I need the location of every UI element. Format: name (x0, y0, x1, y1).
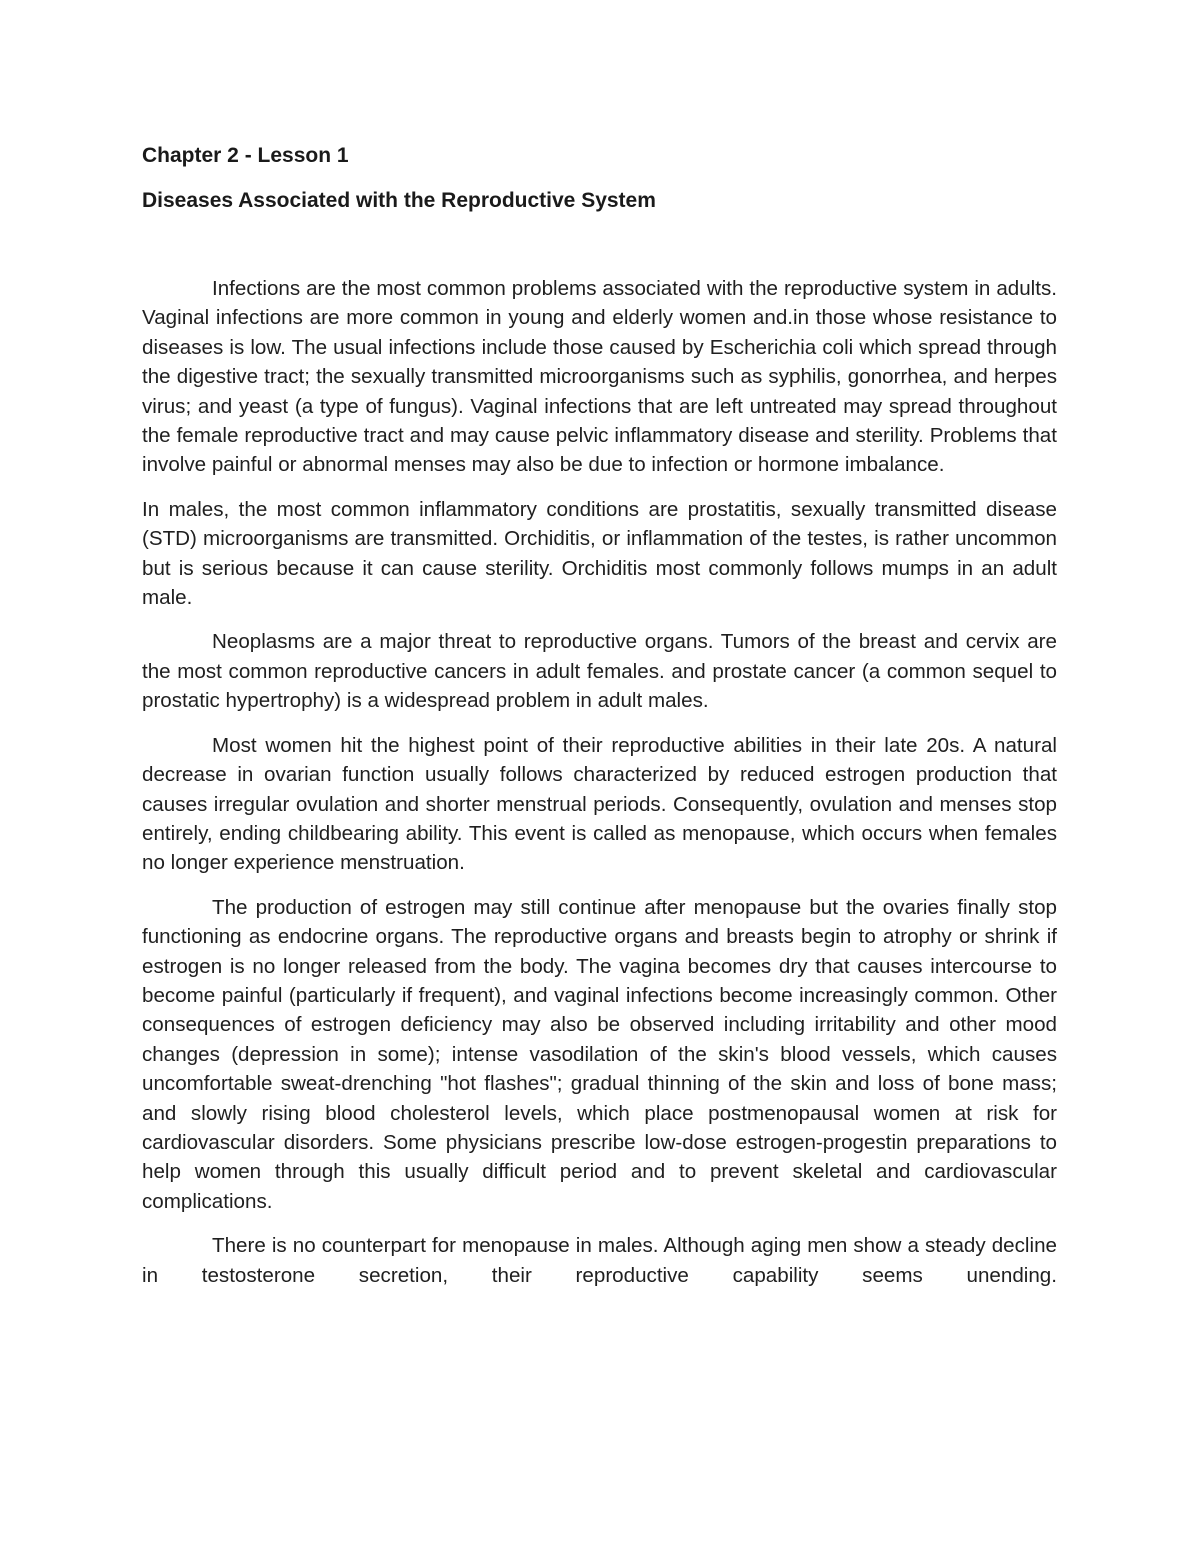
paragraph-neoplasms: Neoplasms are a major threat to reproductive organs. Tumors of the breast and cervix are the most common reproductive cancers in adult females. and prostate cancer (a common sequel to prostatic hypertrophy) is a widespread problem in adult males. (142, 630, 1057, 713)
paragraph-menopause: Most women hit the highest point of their reproductive abilities in their late 20s. A natural decrease in ovarian function usually follows characterized by reduced estrogen production that causes irregular ovulation and shorter menstrual periods. Consequently, ovulation and menses stop entirely, ending childbearing ability. This event is called as menopause, which occurs when females no longer experience menstruation. (142, 733, 1057, 875)
document-body (142, 141, 1057, 1305)
lesson-title: Diseases Associated with the Reproductive System (142, 189, 656, 212)
paragraph-male-counterpart: There is no counterpart for menopause in males. Although aging men show a steady decline in testosterone secretion, their reproductive capability seems unending. (142, 1234, 1057, 1287)
paragraph-males: In males, the most common inflammatory conditions are prostatitis, sexually transmitted disease (STD) microorganisms are transmitted. Orchiditis, or inflammation of the testes, is rather uncommon but is serious because it can cause sterility. Orchiditis most commonly follows mumps in an adult male. (142, 497, 1057, 610)
paragraph-estrogen: The production of estrogen may still continue after menopause but the ovaries finally stop functioning as endocrine organs. The reproductive organs and breasts begin to atrophy or shrink if estrogen is no longer released from the body. The vagina becomes dry that causes intercourse to become painful (particularly if frequent), and vaginal infections become increasingly common. Other consequences of estrogen deficiency may also be observed including irritability and other mood changes (depression in some); intense vasodilation of the skin's blood vessels, which causes uncomfortable sweat-drenching "hot flashes"; gradual thinning of the skin and loss of bone mass; and slowly rising blood cholesterol levels, which place postmenopausal women at risk for cardiovascular disorders. Some physicians prescribe low-dose estrogen-progestin preparations to help women through this usually difficult period and to prevent skeletal and cardiovascular complications. (142, 895, 1057, 1213)
chapter-heading: Chapter 2 - Lesson 1 (142, 144, 349, 167)
paragraph-infections: Infections are the most common problems associated with the reproductive system in adults. Vaginal infections are more common in young and elderly women and.in those whose resistance to diseases is low. The usual infections include those caused by Escherichia coli which spread through the digestive tract; the sexually transmitted microorganisms such as syphilis, gonorrhea, and herpes virus; and yeast (a type of fungus). Vaginal infections that are left untreated may spread throughout the female reproductive tract and may cause pelvic inflammatory disease and sterility. Problems that involve painful or abnormal menses may also be due to infection or hormone imbalance. (142, 277, 1057, 477)
